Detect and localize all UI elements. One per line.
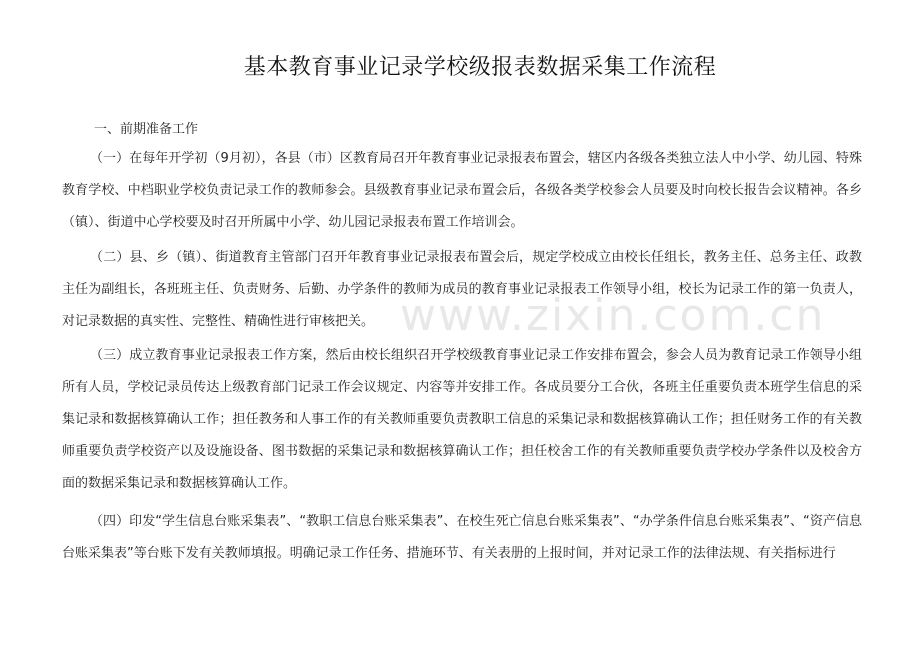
paragraph-4: （四）印发“学生信息台账采集表”、“教职工信息台账采集表”、在校生死亡信息台账采集表”、“办学条件信息台账采集表”、“资产信息台账采集表”等台账下发有关教师填报。明确记录工作任务、措施环节、有关表册的上报时间，并对记录工作的法律法规、有关指标进行 — [62, 514, 862, 561]
watermark: www.zixin.com.cn — [400, 290, 826, 341]
section-heading: 一、前期准备工作 — [94, 122, 199, 137]
paragraph-2: （二）县、乡（镇）、街道教育主管部门召开年教育事业记录报表布置会后，规定学校成立由校长任组长，教务主任、总务主任、政教主任为副组长，各班班主任、负责财务、后勤、办学条件的教师为成员的教育事业记录报表工作领导小组，校长为记录工作的第一负责人，对记录数据的真实性、完整性、精确性进行审核把关。 — [62, 250, 862, 329]
paragraph-3: （三）成立教育事业记录报表工作方案，然后由校长组织召开学校级教育事业记录工作安排布置会，参会人员为教育记录工作领导小组所有人员，学校记录员传达上级教育部门记录工作会议规定、内容等并安排工作。各成员要分工合伙，各班主任重要负责本班学生信息的采集记录和数据核算确认工作；担任教务和人事工作的有关教师重要负责教职工信息的采集记录和数据核算确认工作；担任财务工作的有关教师重要负责学校资产以及设施设备、图书数据的采集记录和数据核算确认工作；担任校舍工作的有关教师重要负责学校办学条件以及校舍方面的数据采集记录和数据核算确认工作。 — [62, 348, 862, 491]
paragraph-1: （一）在每年开学初（9月初），各县（市）区教育局召开年教育事业记录报表布置会，辖区内各级各类独立法人中小学、幼儿园、特殊教育学校、中档职业学校负责记录工作的教师参会。县级教育事业记录布置会后，各级各类学校参会人员要及时向校长报告会议精神。各乡（镇）、街道中心学校要及时召开所属中小学、幼儿园记录报表布置工作培训会。 — [62, 151, 862, 230]
document-title: 基本教育事业记录学校级报表数据采集工作流程 — [243, 55, 717, 80]
